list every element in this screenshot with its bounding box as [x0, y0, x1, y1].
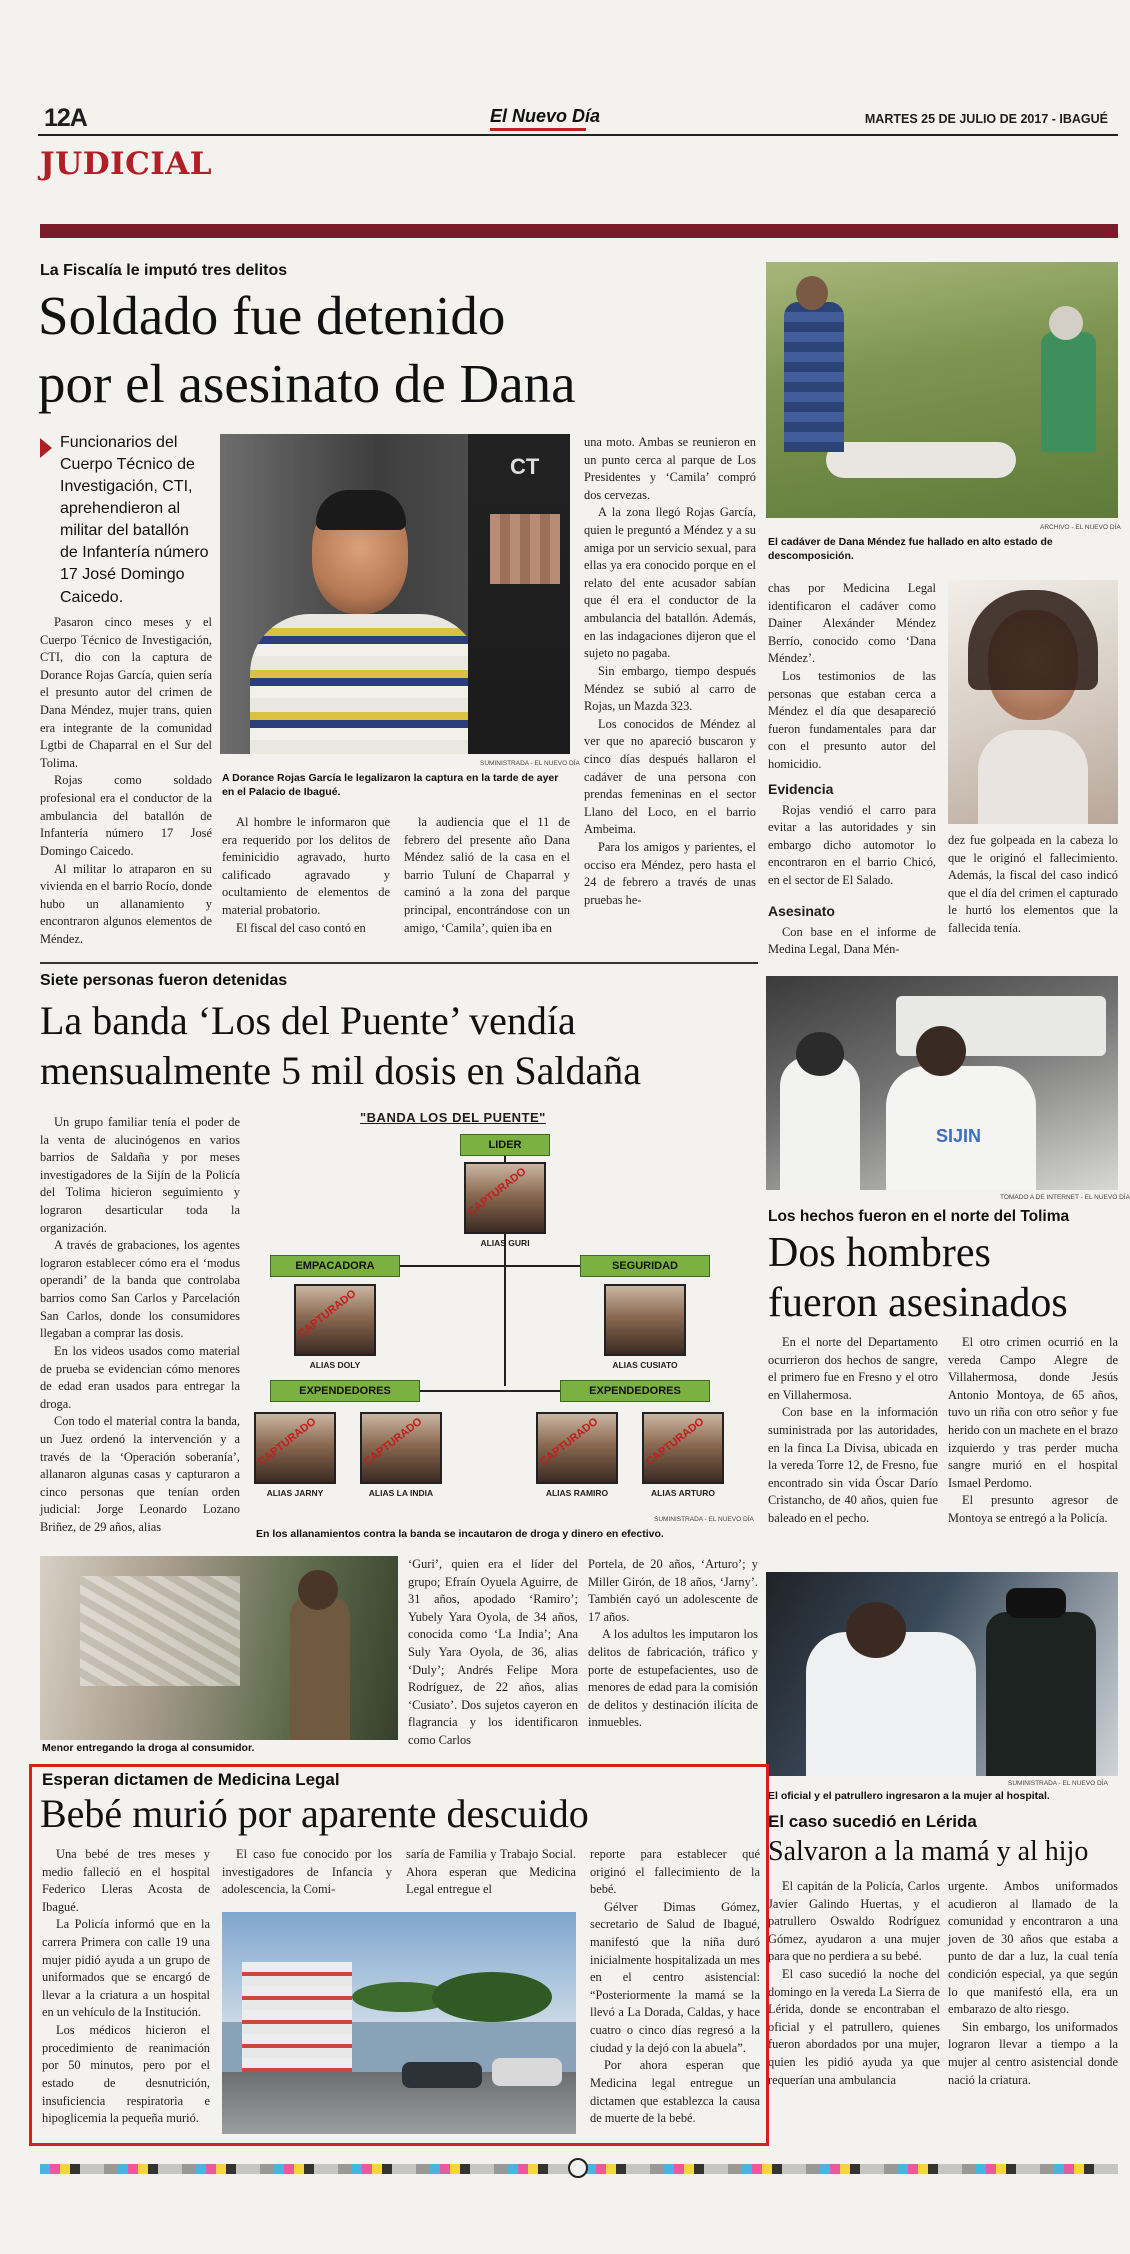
- story1-headline-line2: por el asesinato de Dana: [38, 353, 576, 414]
- story2-col2: [408, 1556, 578, 1750]
- doly-alias: ALIAS DOLY: [309, 1360, 361, 1370]
- doly-stamp: CAPTURADO: [295, 1287, 359, 1341]
- story4-photo-caption: El oficial y el patrullero ingresaron a la mujer al hospital.: [768, 1790, 1050, 1802]
- story5-col4-p2: Gélver Dimas Gómez, secretario de Salud de Ibagué, manifestó que la niña duró inicialmente hospitalizada un mes en el centro asistencial: “Posteriormente la mamá se la llevó a La Dorada, Caldas, y hace cuatro o cinco días regresó a la ciudad y la dejó con la abuela”.: [590, 1899, 760, 2055]
- org-leader-box: LIDER: [460, 1134, 550, 1156]
- story1-col3: [404, 814, 570, 937]
- section-rule: [40, 224, 1118, 238]
- story3-headline-line1: Dos hombres: [768, 1230, 991, 1276]
- story2-delivery-photo: [40, 1556, 398, 1740]
- story1-col4-p5: Para los amigos y parientes, el occiso era Méndez, pero hasta el 24 de febrero a través de unas pruebas he-: [584, 840, 756, 907]
- story1-headline-line1: Soldado fue detenido: [38, 285, 506, 346]
- story4-col2-p1: urgente. Ambos uniformados acudieron al llamado de la comunidad y encontraron a una joven de 30 años que estaba a punto de dar a luz, la cual tenía condición especial, ya que según lo que manifestó ella, era un embarazo de alto riesgo.: [948, 1879, 1118, 2017]
- jarny-stamp: CAPTURADO: [255, 1415, 319, 1469]
- story5-col3: [406, 1846, 576, 1899]
- org-chart-credit: SUMINISTRADA - EL NUEVO DÍA: [654, 1516, 754, 1523]
- story1-col1: [40, 614, 212, 949]
- leader-alias: ALIAS GURI: [480, 1238, 530, 1248]
- story2-col2-p1: ‘Guri’, quien era el líder del grupo; Efraín Oyuela Aguirre, de 31 años, apodado ‘Ramiro’; Yubely Yara Oyola, de 34 años, conocida como ‘La India’; Ana Suly Yara Oyola, de 36, alias ‘Duly’; Andrés Felipe Mora Rodríguez, de 22 años, alias ‘Cusiato’. Dos sujetos cayeron en flagrancia y los identificaron como Carlos: [408, 1557, 578, 1748]
- org-right-role-box: SEGURIDAD: [580, 1255, 710, 1277]
- story2-col3-p1: Portela, de 20 años, ‘Arturo’; y Miller Girón, de 18 años, ‘Jarny’. También cayó un adolescente de 17 años.: [588, 1557, 758, 1624]
- jarny-alias: ALIAS JARNY: [266, 1488, 324, 1498]
- story1-col2: [222, 814, 390, 937]
- story3-col2: [948, 1334, 1118, 1528]
- date-line: MARTES 25 DE JULIO DE 2017 - IBAGUÉ: [864, 112, 1108, 126]
- story1-col5-p1: chas por Medicina Legal identificaron el cadáver como Dainer Alexánder Méndez Berrío, conocido como ‘Dana Méndez’.: [768, 581, 936, 666]
- story4-headline: Salvaron a la mamá y al hijo: [768, 1836, 1089, 1867]
- story5-col2-p1: El caso fue conocido por los investigadores de Infancia y adolescencia, la Comi-: [222, 1847, 392, 1897]
- paper-logo-underline: [490, 128, 586, 131]
- story1-headline: [38, 282, 758, 418]
- story4-col2-p2: Sin embargo, los uniformados lograron llevar a tiempo a la mujer al centro asistencial donde nació la criatura.: [948, 2019, 1118, 2087]
- story5-col1-p3: Los médicos hicieron el procedimiento de reanimación por 50 minutos, pero por el estado de desnutrición, insuficiencia respiratoria e hipoglicemia la pequeña murió.: [42, 2023, 210, 2126]
- story1-scene-caption: El cadáver de Dana Méndez fue hallado en alto estado de descomposición.: [768, 536, 1053, 562]
- story5-col1-p1: Una bebé de tres meses y medio falleció en el hospital Federico Lleras Acosta de Ibagué.: [42, 1847, 210, 1914]
- arturo-alias: ALIAS ARTURO: [651, 1488, 715, 1498]
- story1-suspect-photo: CT: [220, 434, 570, 754]
- story1-kicker: La Fiscalía le imputó tres delitos: [40, 262, 288, 279]
- story1-col1-p2: Rojas como soldado profesional era el conductor de la ambulancia del batallón de Infantería número 17 José Domingo Caicedo.: [40, 773, 212, 858]
- story1-lead: Funcionarios del Cuerpo Técnico de Investigación, CTI, aprehendieron al militar del batallón de Infantería número 17 José Domingo Caicedo.: [60, 434, 209, 606]
- story2-delivery-caption: Menor entregando la droga al consumidor.: [42, 1742, 255, 1754]
- story5-col3-p1: saría de Familia y Trabajo Social. Ahora esperan que Medicina Legal entregue el: [406, 1847, 576, 1897]
- paper-logo: El Nuevo Día: [490, 106, 601, 126]
- org-chart-caption: En los allanamientos contra la banda se incautaron de droga y dinero en efectivo.: [256, 1528, 664, 1540]
- story1-crime-scene-photo: [766, 262, 1118, 518]
- story3-col2-p2: El presunto agresor de Montoya se entregó a la Policía.: [948, 1493, 1118, 1526]
- leader-stamp: CAPTURADO: [465, 1165, 529, 1219]
- story4-kicker: El caso sucedió en Lérida: [768, 1812, 977, 1831]
- story2-col1-p2: A través de grabaciones, los agentes lograron establecer cómo era el ‘modus operandi’ de la banda que controlaba barrios como San Carlos y Parcelación San Carlos, donde los consumidores llegaban a comprar las dosis.: [40, 1238, 240, 1341]
- story1-victim-photo: [948, 580, 1118, 824]
- org-chart-title: "BANDA LOS DEL PUENTE": [360, 1110, 546, 1125]
- story2-col1: [40, 1114, 240, 1537]
- story2-kicker: Siete personas fueron detenidas: [40, 972, 288, 989]
- story1-col5-p3: Rojas vendió el carro para evitar a las autoridades y sin embargo dicho automotor lo encontraron en el barrio Chicó, en el sector de El Salado.: [768, 802, 936, 888]
- story2-col3-p2: A los adultos les imputaron los delitos de fabricación, tráfico y porte de estupefacientes, uso de menores de edad para la comisión de delitos y destinación ilícita de inmuebles.: [588, 1627, 758, 1730]
- ramiro-mugshot: [536, 1412, 618, 1484]
- section-title: JUDICIAL: [40, 146, 213, 182]
- story5-kicker: Esperan dictamen de Medicina Legal: [42, 1770, 340, 1789]
- story5-headline: Bebé murió por aparente descuido: [40, 1791, 589, 1836]
- story1-col4-p4: Los conocidos de Méndez al ver que no apareció buscaron y cinco días después hallaron el cadáver de una persona con prendas femeninas en el sector Llano del Loco, en el barrio Ambeima.: [584, 716, 756, 837]
- jarny-mugshot: [254, 1412, 336, 1484]
- arturo-stamp: CAPTURADO: [643, 1415, 707, 1469]
- story3-col1-p1: En el norte del Departamento ocurrieron dos hechos de sangre, el primero fue en Fresno y el otro en Villahermosa.: [768, 1335, 938, 1402]
- doly-mugshot: [294, 1284, 376, 1356]
- arturo-mugshot: [642, 1412, 724, 1484]
- la-india-stamp: CAPTURADO: [361, 1415, 425, 1469]
- story1-col5: [768, 580, 936, 959]
- story1-subhead-asesinato: Asesinato: [768, 902, 835, 919]
- story4-photo-credit: SUMINISTRADA - EL NUEVO DÍA: [1008, 1780, 1108, 1787]
- story1-col1-p1: Pasaron cinco meses y el Cuerpo Técnico de Investigación, CTI, dio con la captura de Dorance Rojas García, quien sería el presunto autor del crimen de Dana Méndez, mujer trans, quien era integrante de la comunidad Lgtbi de Chaparral en el Sur del Tolima.: [40, 615, 212, 770]
- story1-col5-p2: Los testimonios de las personas que estaban cerca a Méndez el día que desapareció fueron fundamentales para dar con el presunto autor del homicidio.: [768, 669, 936, 772]
- story1-col2-p2: El fiscal del caso contó en: [236, 920, 366, 935]
- story1-col1-p3: Al militar lo atraparon en su vivienda en el barrio Rocío, donde hubo un allanamiento y encontraron algunos elementos de Méndez.: [40, 861, 212, 946]
- story1-col5-p4: Con base en el informe de Medina Legal, Dana Mén-: [768, 924, 936, 957]
- story3-headline-line2: fueron asesinados: [768, 1280, 1068, 1326]
- story3-col2-p1: El otro crimen ocurrió en la vereda Campo Alegre de Villahermosa, donde Jesús Antonio Montoya, de 65 años, tuvo un riña con otro señor y fue herido con un machete en el brazo izquierdo y tras perder mucha sangre murió en el hospital Ismael Perdomo.: [948, 1335, 1118, 1490]
- story5-col4-p1: reporte para establecer qué originó el fallecimiento de la bebé.: [590, 1847, 760, 1897]
- story5-col2: [222, 1846, 392, 1899]
- story2-headline-line1: La banda ‘Los del Puente’ vendía: [40, 998, 576, 1043]
- story3-col1: [768, 1334, 938, 1528]
- story2-headline-line2: mensualmente 5 mil dosis en Saldaña: [40, 1048, 641, 1093]
- story2-col1-p1: Un grupo familiar tenía el poder de la venta de alucinógenos en varios barrios de Saldaña y por meses investigadores de la Sijín de la Policía del Tolima hicieron seguimiento y lograron desarticular toda la organización.: [40, 1115, 240, 1235]
- story1-photo-caption: A Dorance Rojas García le legalizaron la captura en la tarde de ayer en el Palacio de Ibagué.: [222, 772, 559, 798]
- story2-col1-p3: En los videos usados como material de prueba se evidencian cómo menores de edad eran usados para entregar la droga.: [40, 1343, 240, 1411]
- cusiato-alias: ALIAS CUSIATO: [612, 1360, 678, 1370]
- story4-hospital-photo: [766, 1572, 1118, 1776]
- story1-col4-p3: Sin embargo, tiempo después Méndez se subió al carro de Rojas, un Mazda 323.: [584, 663, 756, 714]
- header-rule: [38, 134, 1118, 136]
- story1-lead-marker: [40, 438, 52, 458]
- cusiato-mugshot: [604, 1284, 686, 1356]
- story4-col1: [768, 1878, 940, 2089]
- story1-col3-p1: la audiencia que el 11 de febrero del presente año Dana Méndez salió de la casa en el barrio Tuluní de Chaparral y caminó a la zona del parque principal, encontrándose con un amigo, ‘Camila’, quien iba en: [404, 815, 570, 935]
- org-sellers-box-left: EXPENDEDORES: [270, 1380, 420, 1402]
- story1-col4-p2: A la zona llegó Rojas García, quien le preguntó a Méndez y a su amiga por un servicio sexual, para ellas ya era conocido porque en el relato del ente acusador sabían que él era el conductor de la ambulancia del batallón. Además, en las indagaciones dijeron que el sujeto no pagaba.: [584, 505, 756, 661]
- story5-col1: [42, 1846, 210, 2128]
- story3-col1-p2: Con base en la información suministrada por las autoridades, en la finca La Divisa, ubicada en la vereda Torre 12, de Fresno, fue encontrado sin vida Óscar Darío Cristancho, de 40 años, quien fue baleado en el pecho.: [768, 1405, 938, 1526]
- ramiro-alias: ALIAS RAMIRO: [545, 1488, 609, 1498]
- la-india-mugshot: [360, 1412, 442, 1484]
- org-sellers-box-right: EXPENDEDORES: [560, 1380, 710, 1402]
- divider-1: [40, 962, 758, 964]
- story5-col1-p2: La Policía informó que en la carrera Primera con calle 19 una mujer pidió ayuda a un grupo de uniformados que se encargó de llevar a la criatura a un hospital en un vehículo de la Institución.: [42, 1917, 210, 2020]
- story3-headline: [768, 1228, 1118, 1328]
- story1-col4: [584, 434, 756, 909]
- page-header: [38, 104, 1118, 134]
- story2-col3: [588, 1556, 758, 1732]
- la-india-alias: ALIAS LA INDIA: [368, 1488, 434, 1498]
- story1-photo-credit: SUMINISTRADA - EL NUEVO DÍA: [480, 760, 580, 767]
- story3-kicker: Los hechos fueron en el norte del Tolima: [768, 1208, 1070, 1225]
- leader-mugshot: [464, 1162, 546, 1234]
- story2-col1-p4: Con todo el material contra la banda, un Juez ordenó la intervención y a través de la ‘Operación soberanía’, allanaron algunas casas y capturaron a cinco personas que tenían orden judicial: Jorge Leonardo Lozano Briñez, de 29 años, alias: [40, 1414, 240, 1535]
- story4-col1-p2: El caso sucedió la noche del domingo en la vereda La Sierra de Lérida, donde se encontraban el oficial y el patrullero, quienes fueron abordados por una mujer, quien les pidió ayuda ya que requerían una ambulancia: [768, 1967, 940, 2087]
- story5-col4-p3: Por ahora esperan que Medicina legal entregue un dictamen que establezca la causa de muerte de la bebé.: [590, 2058, 760, 2126]
- story1-col6-p1: dez fue golpeada en la cabeza lo que le originó el fallecimiento. Además, la fiscal del caso indicó que el día del crimen el capturado le hurtó los elementos que la fallecida tenía.: [948, 833, 1118, 936]
- story4-col1-p1: El capitán de la Policía, Carlos Javier Galindo Huertas, y el patrullero Oswaldo Rodríguez Gómez, ayudaron a una mujer para que no perdiera a su bebé.: [768, 1879, 940, 1964]
- story1-scene-credit: ARCHIVO - EL NUEVO DÍA: [1040, 524, 1121, 531]
- story1-col2-p1: Al hombre le informaron que era requerido por los delitos de feminicidio agravado, hurto calificado agravado y ocultamiento de elementos de material probatorio.: [222, 815, 390, 918]
- story5-col4: [590, 1846, 760, 2128]
- story4-col2: [948, 1878, 1118, 2089]
- story1-col6: [948, 832, 1118, 938]
- page-number: 12A: [44, 104, 87, 132]
- story2-headline: [40, 996, 760, 1096]
- org-left-role-box: EMPACADORA: [270, 1255, 400, 1277]
- story5-hospital-photo: [222, 1912, 576, 2134]
- story3-photo-credit: TOMADO A DE INTERNET - EL NUEVO DÍA: [1000, 1194, 1130, 1201]
- story1-col4-p1: una moto. Ambas se reunieron en un punto cerca al parque de Los Presidentes y ‘Camila’ compró dos cervezas.: [584, 435, 756, 502]
- gang-org-chart: [250, 1110, 758, 1530]
- registration-mark: [568, 2158, 588, 2178]
- ramiro-stamp: CAPTURADO: [537, 1415, 601, 1469]
- story1-subhead-evidencia: Evidencia: [768, 780, 834, 797]
- story3-forensics-photo: SIJIN: [766, 976, 1118, 1190]
